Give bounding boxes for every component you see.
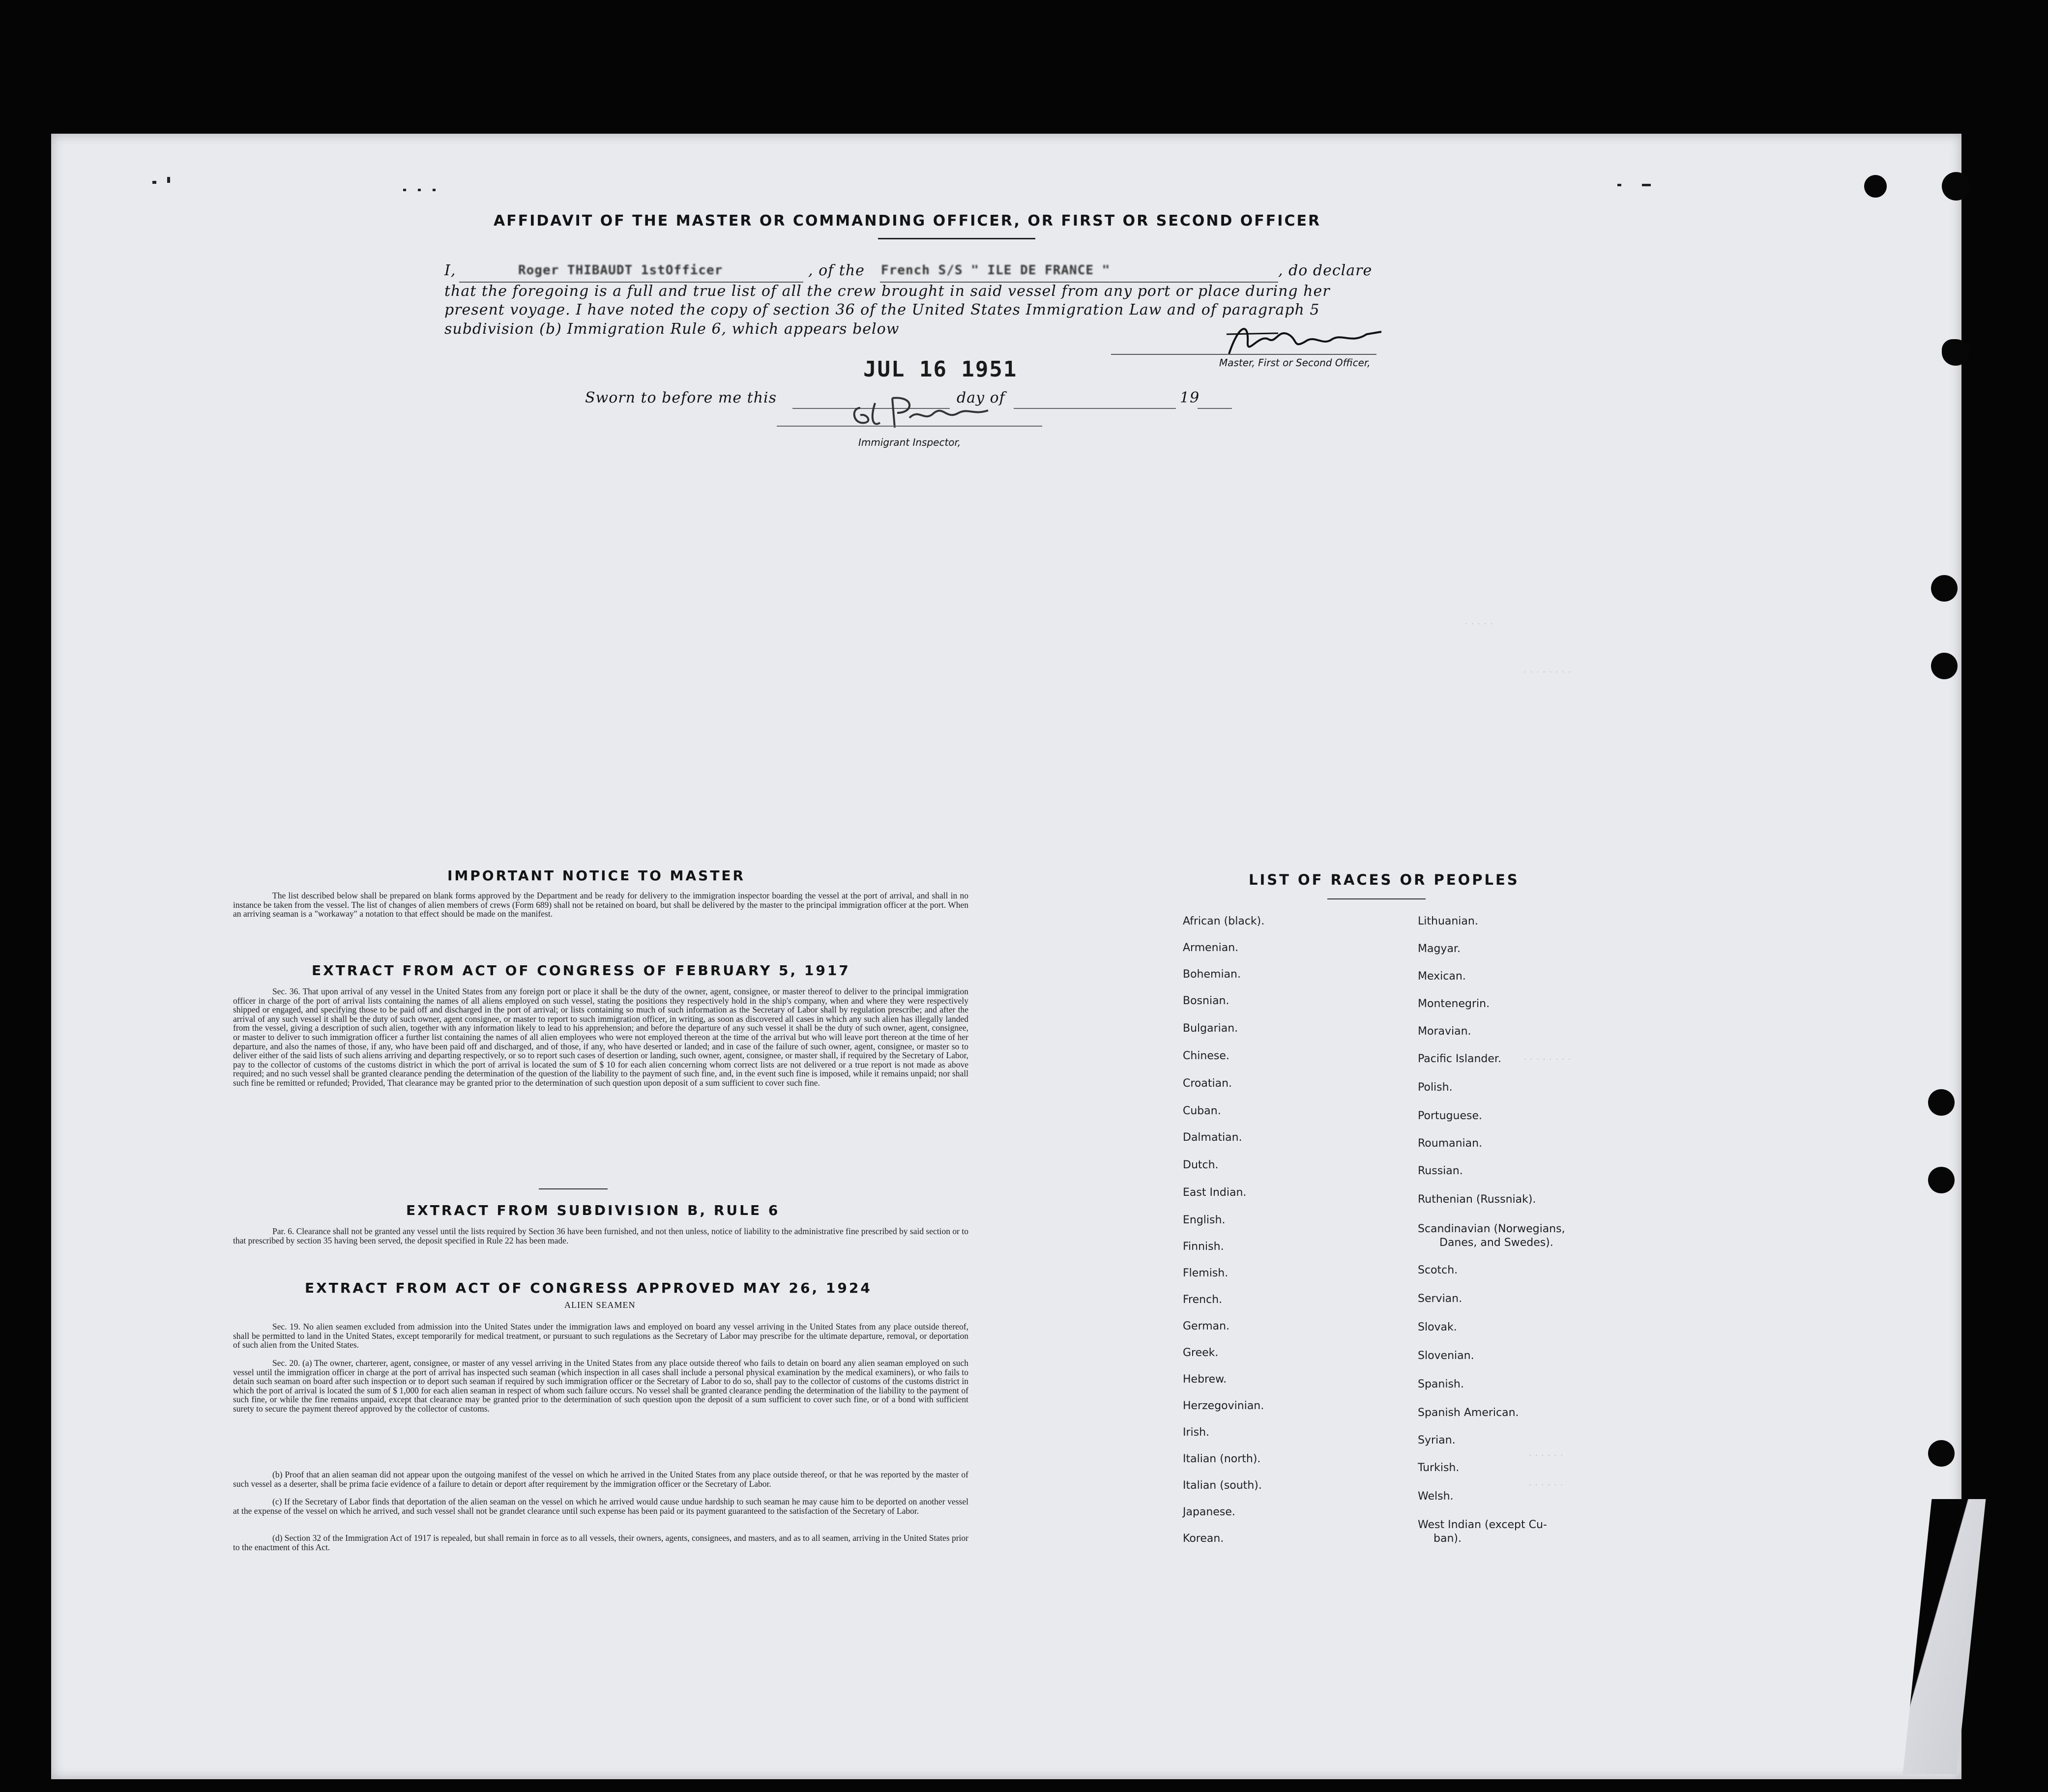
race-item: African (black). <box>1183 915 1265 927</box>
rule6-body: Par. 6. Clearance shall not be granted any vessel until the lists required by Section 36 have been furnished, and not then unless, notice of liability to the administrative fine prescribed by said section or to that prescribed by section 35 having been served, the deposit specified in Rule 22 has been made. <box>233 1226 968 1245</box>
inspector-line <box>777 426 1042 427</box>
declaration-line-3: present voyage. I have noted the copy of section 36 of the United States Immigration Law and of paragraph 5 <box>444 301 1320 318</box>
races-heading: LIST OF RACES OR PEOPLES <box>1249 871 1520 888</box>
race-item: Armenian. <box>1183 942 1239 954</box>
race-item: Roumanian. <box>1418 1137 1483 1150</box>
bleed-through-mark: · · · · · · <box>1529 1452 1564 1460</box>
sec20d-body: (d) Section 32 of the Immigration Act of 1917 is repealed, but shall remain in force as to all vessels, their owners, agents, consignees, and masters, and as to all seamen, arriving in the United States prior to the enactment of this Act. <box>233 1533 968 1552</box>
margin-speck <box>418 189 421 191</box>
sec20c-body: (c) If the Secretary of Labor finds that deportation of the alien seaman on the vessel on which he arrived would cause undue hardship to such seaman he may cause him to be deported on another vessel at the expense of the vessel on which he arrived, and such vessel shall not be grandet clearance until such expense has been paid or its payment guaranteed to the satisfaction of the Secretary of Labor. <box>233 1497 968 1516</box>
race-item: Chinese. <box>1183 1050 1229 1062</box>
margin-speck <box>1617 184 1621 186</box>
race-item: Danes, and Swedes). <box>1439 1237 1553 1249</box>
race-item: Italian (north). <box>1183 1453 1261 1465</box>
race-item: Turkish. <box>1418 1462 1460 1474</box>
affidavit-heading: AFFIDAVIT OF THE MASTER OR COMMANDING OFFICER, OR FIRST OR SECOND OFFICER <box>494 212 1321 230</box>
declaration-line-2: that the foregoing is a full and true list of all the crew brought in said vessel from any port or place during her <box>444 283 1330 300</box>
sec19-body: Sec. 19. No alien seamen excluded from admission into the United States under the immigration laws and employed on board any vessel arriving in the United States from any place outside thereof, shall be permitted to land in the United States, except temporarily for medical treatment, or pursuant to such regulations as the Secretary of Labor may prescribe for the ultimate departure, removal, or deportation of such alien from the United States. <box>233 1322 968 1350</box>
extract-1917-heading: EXTRACT FROM ACT OF CONGRESS OF FEBRUARY 5, 1917 <box>312 962 850 979</box>
race-item: Bulgarian. <box>1183 1022 1238 1035</box>
race-item: Moravian. <box>1418 1025 1471 1038</box>
bleed-through-mark: · · · · · · · · <box>1524 668 1572 676</box>
race-item: Spanish. <box>1418 1378 1464 1390</box>
officer-title-label: Master, First or Second Officer, <box>1219 357 1371 369</box>
declaration-i: I, <box>444 262 456 279</box>
margin-speck <box>167 177 170 183</box>
heading-underline <box>878 238 1035 239</box>
race-item: Servian. <box>1418 1293 1463 1305</box>
punch-hole <box>1928 1440 1955 1467</box>
section-divider <box>539 1188 608 1189</box>
race-item: English. <box>1183 1214 1226 1226</box>
day-of-text: day of <box>957 389 1005 406</box>
punch-hole <box>1864 175 1887 198</box>
race-item: Croatian. <box>1183 1077 1232 1090</box>
race-item: Polish. <box>1418 1081 1453 1094</box>
race-item: French. <box>1183 1294 1223 1306</box>
race-item: German. <box>1183 1320 1230 1332</box>
punch-hole <box>1928 1167 1955 1193</box>
race-item: Cuban. <box>1183 1105 1221 1117</box>
margin-speck <box>152 181 156 184</box>
declaration-of-the: , of the <box>808 262 865 279</box>
race-item: Dalmatian. <box>1183 1131 1242 1144</box>
race-item: Pacific Islander. <box>1418 1053 1501 1065</box>
race-item: Korean. <box>1183 1532 1224 1545</box>
margin-speck <box>433 189 436 191</box>
race-item: West Indian (except Cu- <box>1418 1519 1547 1531</box>
punch-hole <box>1931 653 1958 679</box>
race-item: Magyar. <box>1418 943 1461 955</box>
bleed-through-mark: · · · · · · · · <box>1524 1056 1572 1064</box>
race-item: Japanese. <box>1183 1506 1235 1518</box>
race-item: Lithuanian. <box>1418 915 1478 927</box>
race-item: Bosnian. <box>1183 995 1229 1007</box>
sec20b-body: (b) Proof that an alien seaman did not appear upon the outgoing manifest of the vessel on which he arrived in the United States from any place outside thereof, or that he was reported by the master of such vessel as a deserter, shall be prima facie evidence of a failure to detain or deport after requirement by the immigration officer or the Secretary of Labor. <box>233 1470 968 1489</box>
alien-seamen-subheading: ALIEN SEAMEN <box>564 1300 636 1310</box>
race-item: Flemish. <box>1183 1267 1229 1279</box>
bleed-through-mark: · · · · · · <box>1529 1481 1564 1489</box>
race-item: Russian. <box>1418 1165 1463 1177</box>
sec20a-body: Sec. 20. (a) The owner, charterer, agent, consignee, or master of any vessel arriving in the United States from any place outside thereof who fails to detain on board any alien seaman employed on such vessel until the immigration officer in charge at the port of arrival has inspected such seaman (which inspection in all cases shall include a personal physical examination by the medical examiners), or who fails to detain such seaman on board after such inspection or to deport such seaman if required by such immigration officer or the Secretary of Labor to do so, shall pay to the collector of customs of the customs district in which the port of arrival is located the sum of $ 1,000 for each alien seaman in respect of whom such failure occurs. No vessel shall be granted clearance pending the determination of the liability to the payment of such fine, or while the fine remains unpaid, except that clearance may be granted prior to the determination of such question upon the deposit of a sum sufficient to cover such fine, or of a bond with sufficient surety to secure the payment thereof approved by the collector of customs. <box>233 1358 968 1414</box>
notice-body: The list described below shall be prepared on blank forms approved by the Department and be ready for delivery to the immigration inspector boarding the vessel at the port of arrival, and shall in no instance be taken from the vessel. The list of changes of alien members of crews (Form 689) shall not be retained on board, but shall be delivered by the master to the principal immigration officer at the port. When an arriving seaman is a "workaway" a notation to that effect should be made on the manifest. <box>233 891 968 919</box>
margin-speck <box>1642 184 1651 186</box>
race-item: Ruthenian (Russniak). <box>1418 1193 1536 1206</box>
notice-heading: IMPORTANT NOTICE TO MASTER <box>447 867 746 884</box>
margin-speck <box>403 189 406 191</box>
rule6-heading: EXTRACT FROM SUBDIVISION B, RULE 6 <box>406 1202 780 1218</box>
sworn-text: Sworn to before me this <box>585 389 777 406</box>
extract-1917-body: Sec. 36. That upon arrival of any vessel in the United States from any foreign port or place it shall be the duty of the owner, agent, consignee, or master thereof to deliver to the principal immigration officer in charge of the port of arrival lists containing the names of all aliens employed on such vessel, stating the positions they respectively hold in the ship's company, when and where they were respectively shipped or engaged, and specifying those to be paid off and discharged in the port of arrival; or lists containing so much of such information as the Secretary of Labor shall by regulation prescribe; and after the arrival of any such vessel it shall be the duty of such owner, agent consignee, or master to report to such immigration officer, in writing, as soon as discovered all cases in which any such alien has illegally landed from the vessel, giving a description of such alien, together with any information likely to lead to his apprehension; and before the departure of any such vessel it shall be the duty of such owner, agent, consignee, or master to deliver to such immigration officer a further list containing the names of all alien employees who were not employed thereon at the time of the arrival but who will leave port thereon at the time of her departure, and also the names of those, if any, who have been paid off and discharged, and of those, if any, who have deserted or landed; and in case of the failure of such owner, agent, consignee, or master so to deliver either of the said lists of such aliens arriving and departing respectively, or so to report such cases of desertion or landing, such owner, agent, consignee, or master shall, if required by the Secretary of Labor, pay to the collector of customs of the customs district in which the port of arrival is located the sum of $ 10 for each alien concerning whom correct lists are not delivered or a true report is not made as above required; and no such vessel shall be granted clearance pending the determination of the question of the liability to the payment of such fine, and, in the event such fine is imposed, while it remains unpaid; nor shall such fine be remitted or refunded; Provided, That clearance may be granted prior to the determination of such question upon deposit of a sum sufficient to cover such fine. <box>233 986 968 1088</box>
race-item: Italian (south). <box>1183 1479 1262 1492</box>
race-item: ban). <box>1434 1532 1462 1545</box>
race-item: Scandinavian (Norwegians, <box>1418 1223 1565 1235</box>
race-item: Greek. <box>1183 1347 1219 1359</box>
officer-name-field: Roger THIBAUDT 1stOfficer <box>518 263 723 278</box>
vessel-name-field: French S/S " ILE DE FRANCE " <box>881 263 1111 278</box>
punch-hole <box>1928 1089 1955 1116</box>
race-item: Hebrew. <box>1183 1373 1227 1386</box>
punch-hole <box>1931 575 1958 602</box>
race-item: Dutch. <box>1183 1159 1219 1171</box>
race-item: Finnish. <box>1183 1241 1224 1253</box>
race-item: Irish. <box>1183 1426 1210 1439</box>
year-line <box>1198 408 1232 409</box>
extract-1924-heading: EXTRACT FROM ACT OF CONGRESS APPROVED MAY 26, 1924 <box>305 1280 872 1296</box>
race-item: East Indian. <box>1183 1186 1247 1199</box>
race-item: Montenegrin. <box>1418 998 1490 1010</box>
race-item: Herzegovinian. <box>1183 1400 1264 1412</box>
race-item: Spanish American. <box>1418 1407 1519 1419</box>
race-item: Mexican. <box>1418 970 1466 983</box>
year-prefix: 19 <box>1180 389 1200 406</box>
declaration-do-declare: , do declare <box>1278 262 1373 279</box>
punch-hole <box>1942 339 1969 366</box>
declaration-line-1 <box>444 262 1378 283</box>
race-item: Syrian. <box>1418 1434 1456 1446</box>
race-item: Portuguese. <box>1418 1110 1482 1122</box>
race-item: Welsh. <box>1418 1490 1454 1503</box>
race-item: Slovenian. <box>1418 1350 1474 1362</box>
signature-line <box>1111 354 1376 355</box>
declaration-line-4: subdivision (b) Immigration Rule 6, which appears below <box>444 320 900 338</box>
races-heading-underline <box>1327 898 1426 899</box>
bleed-through-mark: · · · · · <box>1465 620 1494 628</box>
race-item: Scotch. <box>1418 1264 1458 1276</box>
race-item: Slovak. <box>1418 1321 1457 1333</box>
race-item: Bohemian. <box>1183 968 1241 981</box>
inspector-label: Immigrant Inspector, <box>858 436 961 448</box>
month-line <box>1014 408 1176 409</box>
date-stamp: JUL 16 1951 <box>863 357 1018 382</box>
punch-hole <box>1942 172 1970 201</box>
